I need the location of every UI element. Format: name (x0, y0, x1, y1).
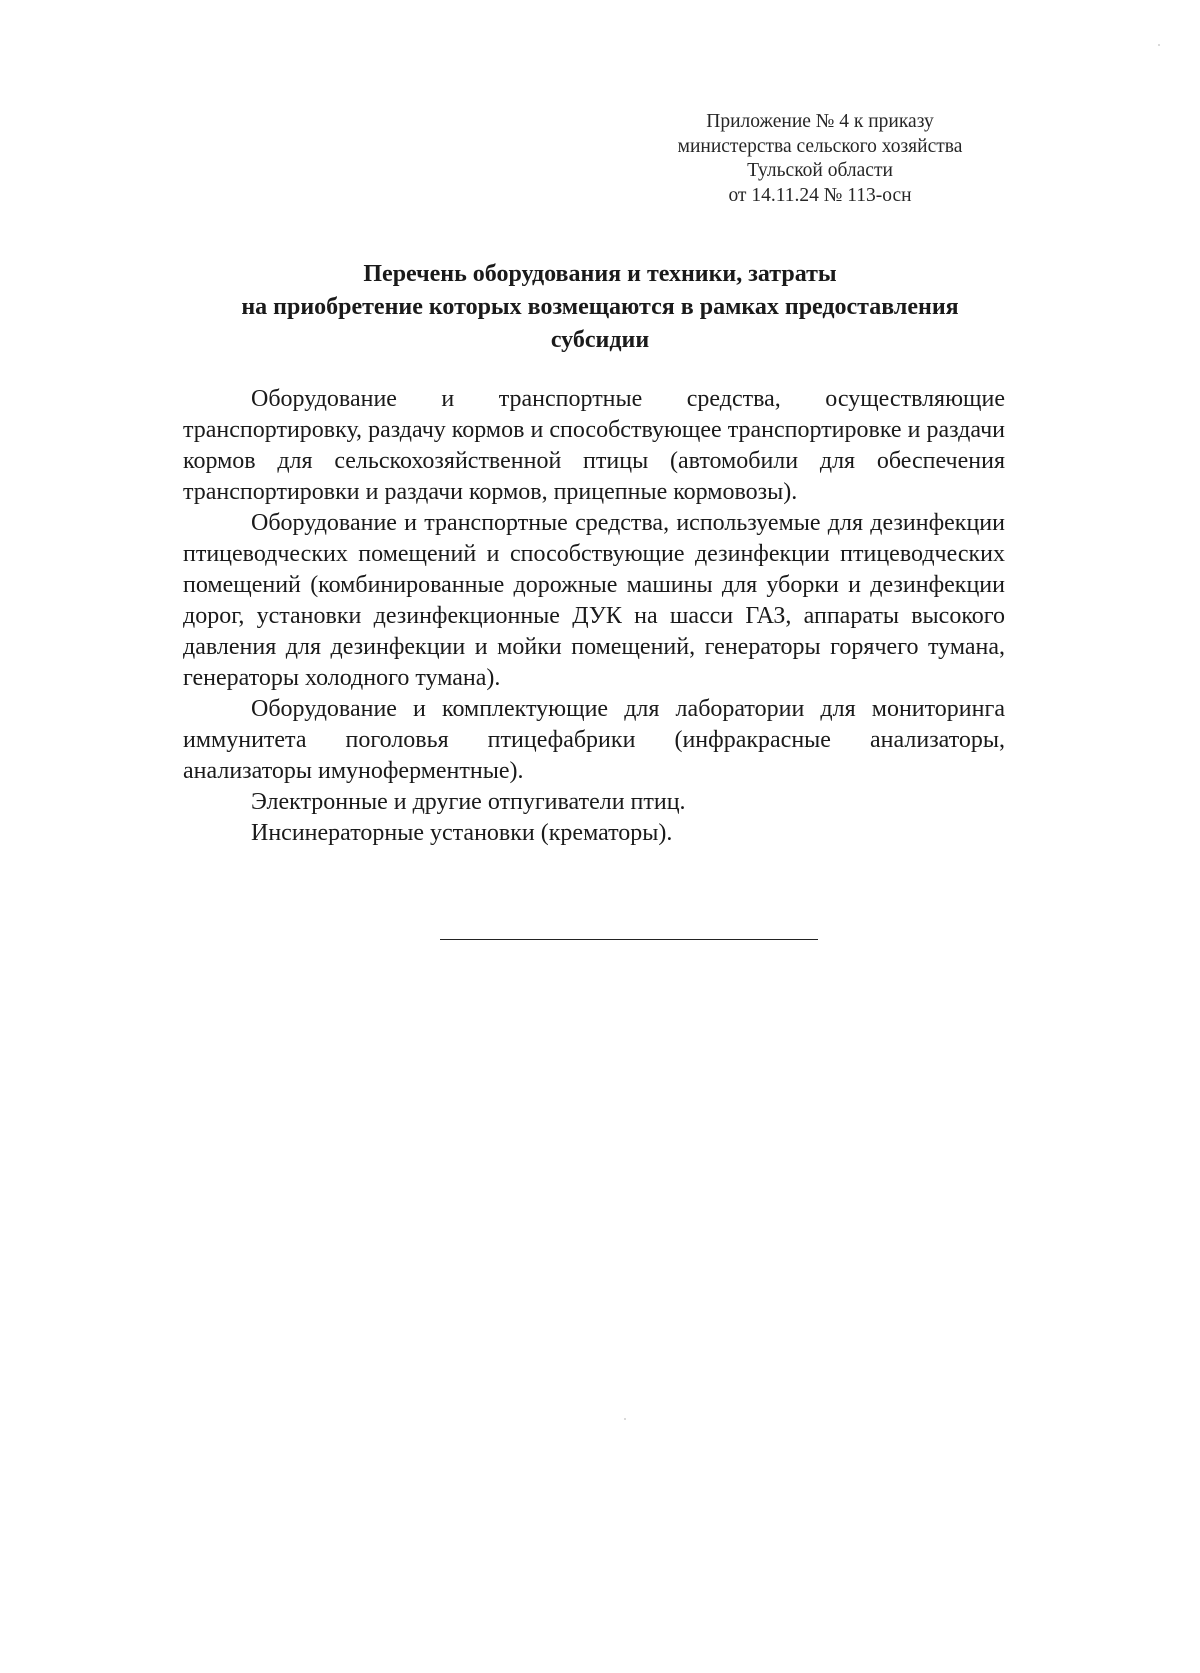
paragraph-disinfection: Оборудование и транспортные средства, используемые для дезинфекции птицеводческих помещений и способствующие дезинфекции птицеводческих помещений (комбинированные дорожные машины для уборки и дезинфекции дорог, установки дезинфекционные ДУК на шасси ГАЗ, аппараты высокого давления для дезинфекции и мойки помещений, генераторы горячего тумана, генераторы холодного тумана). (183, 510, 1005, 691)
closing-divider (440, 939, 818, 940)
scan-speck (624, 1418, 626, 1420)
paragraph-bird-repellers: Электронные и другие отпугиватели птиц. (251, 789, 686, 815)
appendix-line-2: министерства сельского хозяйства (677, 135, 963, 157)
document-body (183, 384, 1005, 849)
paragraph-laboratory: Оборудование и комплектующие для лаборатории для мониторинга иммунитета поголовья птицефабрики (инфракрасные анализаторы, анализаторы имуноферментные). (183, 696, 1005, 784)
appendix-line-1: Приложение № 4 к приказу (706, 111, 934, 132)
title-line-3: субсидии (550, 327, 650, 353)
paragraph-incinerators: Инсинераторные установки (крематоры). (251, 820, 673, 846)
document-title (150, 258, 1050, 357)
scan-speck (1158, 44, 1160, 46)
title-line-1: Перечень оборудования и техники, затраты (363, 261, 837, 287)
appendix-line-4: от 14.11.24 № 113-осн (728, 184, 912, 206)
appendix-line-3: Тульской области (747, 160, 893, 181)
appendix-header (600, 110, 1040, 208)
paragraph-feed-transport: Оборудование и транспортные средства, осуществляющие транспортировку, раздачу кормов и способствующее транспортировке и раздачи кормов для сельскохозяйственной птицы (автомобили для обеспечения транспортировки и раздачи кормов, прицепные кормовозы). (183, 386, 1005, 505)
title-line-2: на приобретение которых возмещаются в рамках предоставления (241, 294, 959, 320)
